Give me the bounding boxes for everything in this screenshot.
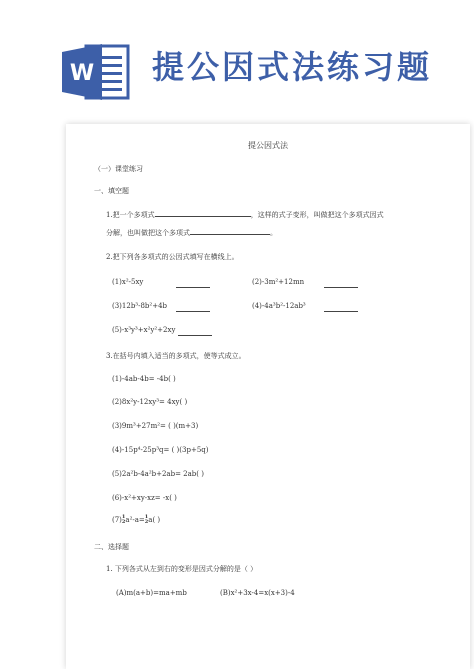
banner-title: 提公因式法练习题 <box>152 48 433 86</box>
answer-blank[interactable] <box>324 305 358 312</box>
answer-blank[interactable] <box>176 305 210 312</box>
question-2-item: (2)-3m²+12mn <box>252 278 305 286</box>
question-2-item: (4)-4a³b²-12ab³ <box>252 302 306 310</box>
question-3-item: (5)2a²b-4a²b+2ab= 2ab( ) <box>112 470 204 478</box>
question-2-item: (3)12b³-8b²+4b <box>112 302 168 310</box>
fraction: 1 2 <box>121 514 126 525</box>
answer-blank[interactable] <box>176 281 210 288</box>
choice-option-a[interactable]: (A)m(a+b)=ma+mb <box>116 589 187 597</box>
answer-blank[interactable] <box>324 281 358 288</box>
question-3-item: (2)8x²y-12xy³= 4xy( ) <box>112 398 188 406</box>
answer-blank[interactable] <box>190 228 270 235</box>
choice-option-b[interactable]: (B)x²+3x-4=x(x+3)-4 <box>220 589 295 597</box>
svg-text:W: W <box>69 61 95 86</box>
word-doc-icon <box>62 42 132 102</box>
part-heading-fill-blank: 一、填空题 <box>94 187 129 195</box>
answer-blank[interactable] <box>178 329 212 336</box>
document-heading: 提公因式法 <box>248 141 288 150</box>
document-page <box>66 124 470 669</box>
question-1-continued: 分解，也叫做把这个多项式 。 <box>106 229 277 237</box>
question-3-item-7: (7)1 2a²-a=1 2a( ) <box>112 514 161 525</box>
question-2-item: (1)x²-5xy <box>112 278 144 286</box>
fraction: 1 2 <box>144 514 149 525</box>
question-2: 2.把下列各多项式的公因式填写在横线上。 <box>106 253 239 261</box>
answer-blank[interactable] <box>155 210 251 217</box>
choice-question-1: 1. 下列各式从左到右的变形是因式分解的是（ ） <box>106 565 258 573</box>
question-3-item: (6)-x²+xy-xz= -x( ) <box>112 494 177 502</box>
question-1: 1.把一个多项式 ，这样的式子变形，叫做把这个多项式因式 <box>106 211 384 219</box>
question-3-item: (1)-4ab-4b= -4b( ) <box>112 375 176 383</box>
banner <box>0 0 474 110</box>
question-3-item: (3)9m³+27m²= ( )(m+3) <box>112 422 199 430</box>
question-2-item: (5)-x³y³+x²y²+2xy <box>112 326 176 334</box>
question-3: 3.在括号内填入适当的多项式，使等式成立。 <box>106 352 246 360</box>
question-3-item: (4)-15p⁴-25p³q= ( )(3p+5q) <box>112 446 209 454</box>
part-heading-multiple-choice: 二、选择题 <box>94 543 129 551</box>
section-label: （一）课堂练习 <box>94 165 143 173</box>
